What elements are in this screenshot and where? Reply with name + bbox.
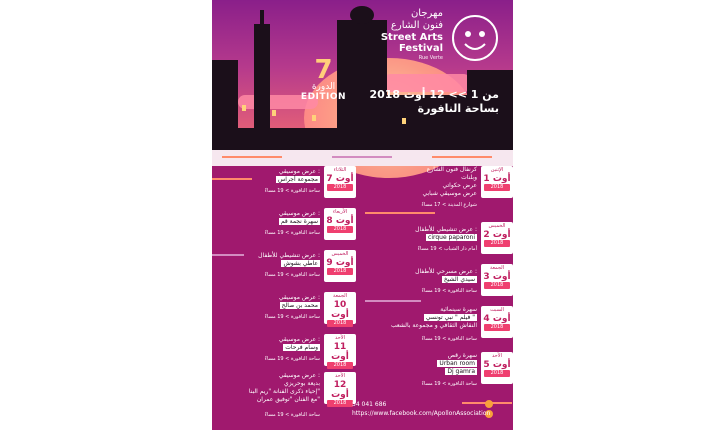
- date-badge: الأحد 11 أوت 2018: [324, 334, 356, 366]
- event-entry: [212, 292, 360, 326]
- date-badge: الأحد 12 أوت 2018: [324, 372, 356, 404]
- event-place: ساحة النافورة > 19 مساءً: [421, 336, 477, 342]
- event-entry: [212, 334, 360, 368]
- date-badge: الأربعاء 8 أوت 2018: [324, 208, 356, 240]
- festival-logo: [365, 8, 505, 68]
- phone-icon: [485, 400, 493, 408]
- minaret-silhouette: [254, 24, 270, 128]
- divider-bar: [212, 150, 513, 166]
- event-text: عرض موسيقي : مجموعة أجراس: [277, 168, 320, 183]
- event-place: ساحة النافورة > 19 مساءً: [421, 381, 477, 387]
- event-entry: [365, 306, 513, 346]
- event-place: ساحة النافورة > 19 مساءً: [421, 288, 477, 294]
- event-place: ساحة النافورة > 19 مساءً: [264, 272, 320, 278]
- event-place: شوارع المدينة > 17 مساءً: [421, 202, 477, 208]
- minaret-top: [260, 10, 264, 24]
- event-text: عرض موسيقي : سهرة نجمة قم: [278, 210, 320, 225]
- event-place: ساحة النافورة > 19 مساءً: [264, 188, 320, 194]
- event-place: ساحة النافورة > 19 مساءً: [264, 314, 320, 320]
- logo-english: Street Arts Festival: [380, 32, 443, 54]
- theatre-mask-icon: [449, 12, 501, 64]
- headline: من 1 >> 12 أوت 2018 بساحة النافورة: [369, 88, 499, 115]
- date-badge: الإثنين 1 أوت 2018: [481, 166, 513, 198]
- logo-arabic: مهرجان فنون الشارع: [390, 8, 443, 31]
- event-text: عرض مسرحي للأطفال : سيدي الشيخ: [415, 268, 477, 283]
- event-place: ساحة النافورة > 19 مساءً: [264, 412, 320, 418]
- stripe: [365, 212, 435, 214]
- event-text: سهرة سينمائية فيلم " نبي تونسي " النقاش الثقافي و مجموعة بالشعب: [391, 306, 477, 329]
- date-badge: الجمعة 3 أوت 2018: [481, 264, 513, 296]
- facebook-link[interactable]: https://www.facebook.com/ApollonAssociation: [352, 410, 491, 417]
- event-text: عرض موسيقي : محمد بن صالح: [278, 294, 320, 309]
- event-entry: [212, 166, 360, 200]
- logo-tagline: Rue Verte: [418, 55, 443, 61]
- event-text: عرض موسيقي : وسام فرحات: [278, 336, 320, 351]
- event-place: أمام دار الشباب > 19 مساءً: [417, 246, 477, 252]
- event-text: سهرة رقص Urban room Dj gamra: [439, 352, 477, 375]
- date-badge: السبت 4 أوت 2018: [481, 306, 513, 338]
- festival-poster: [212, 0, 513, 430]
- date-badge: الخميس 9 أوت 2018: [324, 250, 356, 282]
- event-entry: [212, 208, 360, 242]
- event-text: عرض موسيقي : بديعة بوحريزي إحياء ذكرى الفنانة "ريم البنا" مع الفنان "توفيق عمران": [248, 372, 320, 403]
- date-badge: الثلاثاء 7 أوت 2018: [324, 166, 356, 198]
- stripe: [212, 178, 252, 180]
- stripe: [365, 300, 421, 302]
- date-badge: الأحد 5 أوت 2018: [481, 352, 513, 384]
- event-entry: [365, 352, 513, 392]
- footer: [212, 400, 513, 430]
- program-content: [212, 166, 513, 430]
- building-silhouette: [212, 60, 238, 130]
- event-entry: [365, 166, 513, 210]
- date-badge: الجمعة 10 أوت 2018: [324, 292, 356, 324]
- event-place: ساحة النافورة > 19 مساءً: [264, 230, 320, 236]
- event-text: كرنفال فنون الشارع وبلنات عرض حكواتي عرض موسيقي شبابي: [422, 166, 477, 197]
- date-badge: الخميس 2 أوت 2018: [481, 222, 513, 254]
- edition-badge: 7 الدورة EDITION: [300, 55, 347, 102]
- event-text: عرض تنشيطي للأطفال : عاطي بشوش: [258, 252, 320, 267]
- event-place: ساحة النافورة > 19 مساءً: [264, 356, 320, 362]
- event-entry: [365, 264, 513, 296]
- phone-number: 54 041 686: [352, 401, 387, 408]
- event-entry: [365, 222, 513, 254]
- event-text: عرض تنشيطي للأطفال : cirque paparoni: [415, 226, 477, 241]
- stripe: [212, 254, 244, 256]
